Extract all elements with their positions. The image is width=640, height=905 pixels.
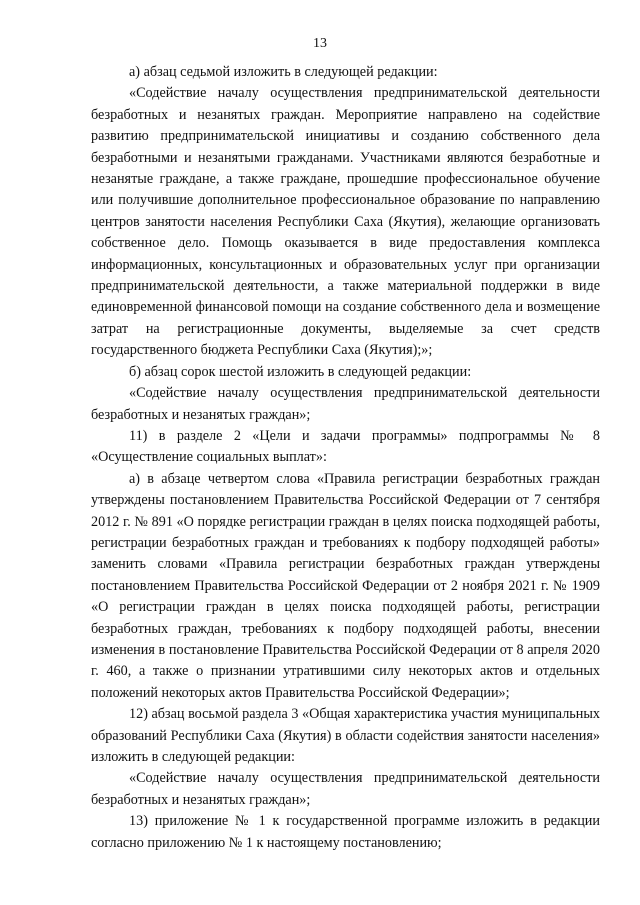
paragraph-item-12: 12) абзац восьмой раздела 3 «Общая характеристика участия муниципальных образований Республики Саха (Якутия) в области содействия занятости населения» изложить в следующей редакции: [91,706,600,765]
paragraph-quote-short-2: «Содействие началу осуществления предпринимательской деятельности безработных и незанятых граждан»; [91,770,600,808]
page-number: 13 [313,36,327,51]
paragraph-item-11: 11) в разделе 2 «Цели и задачи программы» подпрограммы № 8 «Осуществление социальных выплат»: [91,427,600,466]
paragraph-item-b-forty-sixth: б) абзац сорок шестой изложить в следующей редакции: [129,363,472,380]
paragraph-item-a-fourth: а) в абзаце четвертом слова «Правила регистрации безработных граждан утверждены постановлением Правительства Российской Федерации от 7 сентября 2012 г. № 891 «О порядке регистрации граждан в целях поиска подходящей работы, регистрации безработных граждан и требованиях к подбору подходящей работы» заменить словами «Правила регистрации безработных граждан утверждены постановлением Правительства Российской Федерации от 2 ноября 2021 г. № 1909 «О регистрации граждан в целях поиска подходящей работы, регистрации безработных граждан, требованиях к подбору подходящей работы, внесении изменения в постановление Правительства Российской Федерации от 8 апреля 2020 г. 460, а также о признании утратившими силу некоторых актов и отдельных положений некоторых актов Правительства Российской Федерации»; [91,470,600,701]
paragraph-quote-short: «Содействие началу осуществления предпринимательской деятельности безработных и незанятых граждан»; [91,385,600,423]
paragraph-item-13: 13) приложение № 1 к государственной программе изложить в редакции согласно приложению № 1 к настоящему постановлению; [91,813,600,851]
paragraph-item-a-seventh: а) абзац седьмой изложить в следующей редакции: [129,64,438,80]
document-body [91,62,600,854]
paragraph-quote-entrepreneurship: «Содействие началу осуществления предпринимательской деятельности безработных и незанятых граждан. Мероприятие направлено на содействие развитию предпринимательской инициативы и созданию собственного дела безработными и незанятыми гражданами. Участниками являются безработные и незанятые граждане, а также граждане, прошедшие профессиональное обучение или получившие дополнительное профессиональное образование по направлению центров занятости населения Республики Саха (Якутия), желающие организовать собственное дело. Помощь оказывается в виде предоставления комплекса информационных, консультационных и образовательных услуг при организации предпринимательской деятельности, а также материальной поддержки в виде единовременной финансовой помощи на создание собственного дела и возмещение затрат на регистрационные документы, выделяемые за счет средств государственного бюджета Республики Саха (Якутия);»; [91,85,600,359]
